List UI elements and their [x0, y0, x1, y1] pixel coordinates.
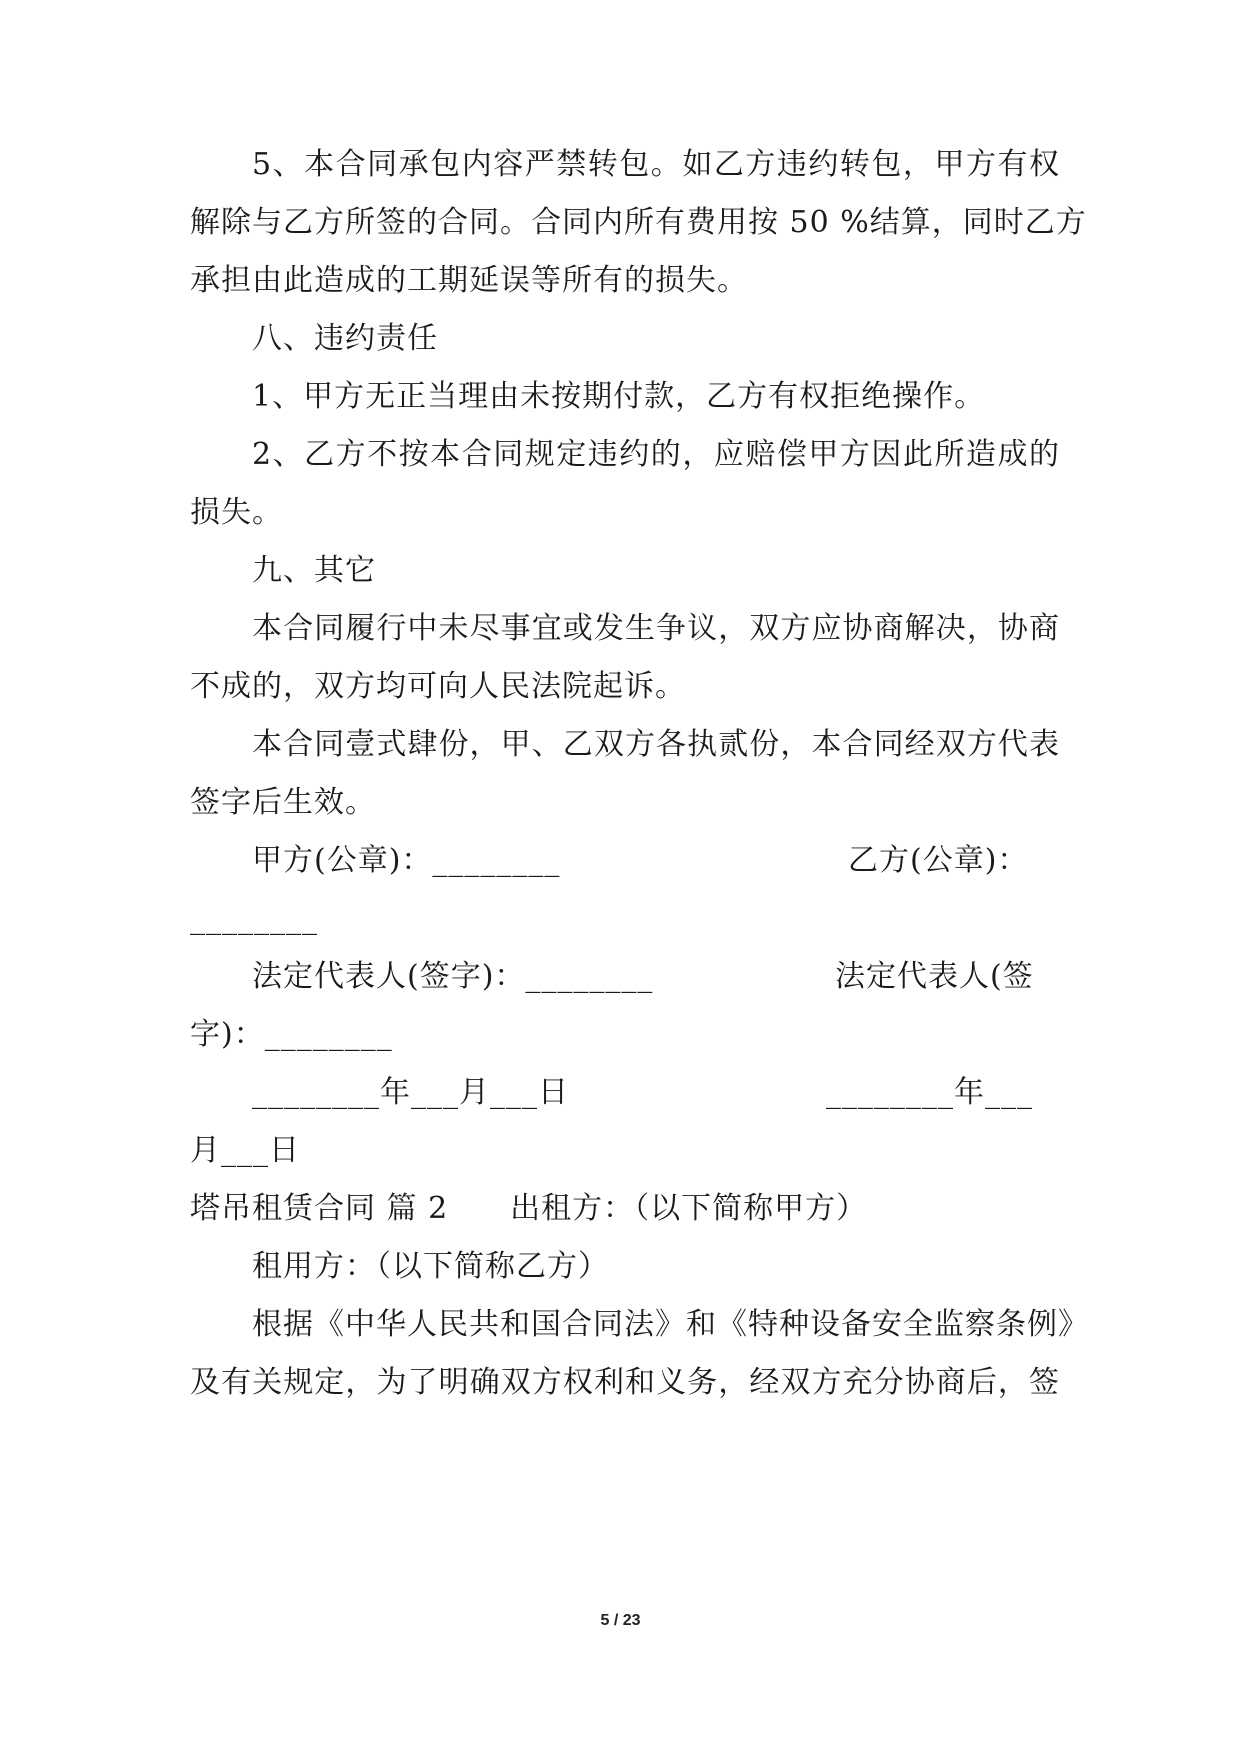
paragraph-line: 损失。 — [190, 495, 283, 530]
party-b-date: ________年___ — [826, 1075, 1033, 1110]
party-a-representative: 法定代表人(签字)：________ — [252, 959, 654, 994]
paragraph-line: 2、乙方不按本合同规定违约的，应赔偿甲方因此所造成的 — [252, 437, 1060, 472]
paragraph-line: 不成的，双方均可向人民法院起诉。 — [190, 669, 686, 704]
paragraph-line: 本合同履行中未尽事宜或发生争议，双方应协商解决，协商 — [252, 611, 1060, 646]
section-heading: 九、其它 — [252, 553, 376, 588]
paragraph-line: 1、甲方无正当理由未按期付款，乙方有权拒绝操作。 — [252, 379, 986, 414]
signature-blank: 字)：________ — [190, 1017, 393, 1052]
paragraph-line: 签字后生效。 — [190, 785, 376, 820]
signature-line — [252, 842, 1122, 880]
paragraph-line: 本合同壹式肆份，甲、乙双方各执贰份，本合同经双方代表 — [252, 727, 1060, 762]
paragraph-line: 5、本合同承包内容严禁转包。如乙方违约转包，甲方有权 — [252, 147, 1060, 182]
signature-blank: ________ — [190, 901, 318, 936]
party-b-seal: 乙方(公章)： — [848, 843, 1029, 878]
contract-title-line: 塔吊租赁合同 篇 2 出租方：（以下简称甲方） — [190, 1191, 868, 1226]
section-heading: 八、违约责任 — [252, 321, 438, 356]
paragraph-line: 租用方：（以下简称乙方） — [252, 1249, 609, 1284]
paragraph-line: 承担由此造成的工期延误等所有的损失。 — [190, 263, 748, 298]
party-a-date: ________年___月___日 — [252, 1075, 569, 1110]
paragraph-line: 根据《中华人民共和国合同法》和《特种设备安全监察条例》 — [252, 1307, 1089, 1342]
signature-line — [252, 958, 1122, 996]
party-a-seal: 甲方(公章)：________ — [252, 843, 561, 878]
paragraph-line: 及有关规定，为了明确双方权利和义务，经双方充分协商后，签 — [190, 1365, 1060, 1400]
party-b-representative: 法定代表人(签 — [835, 959, 1034, 994]
page-number: 5 / 23 — [600, 1612, 641, 1629]
date-line-continued: 月___日 — [190, 1133, 300, 1168]
paragraph-line: 解除与乙方所签的合同。合同内所有费用按 50 %结算，同时乙方 — [190, 205, 1087, 240]
date-line — [252, 1074, 1122, 1112]
